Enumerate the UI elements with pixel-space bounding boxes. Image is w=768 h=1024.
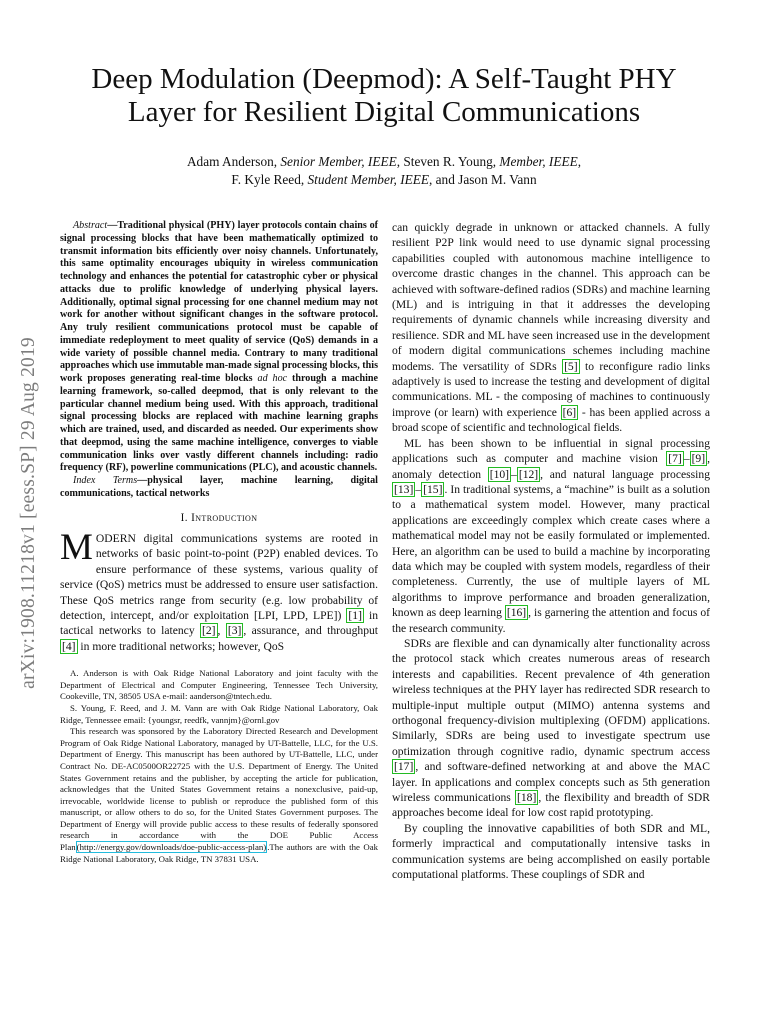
- citation-link[interactable]: [16]: [506, 606, 527, 620]
- arxiv-id: arXiv:1908.11218v1 [eess.SP] 29 Aug 2019: [18, 337, 39, 689]
- drop-cap: M: [60, 526, 93, 568]
- citation-link[interactable]: [9]: [691, 452, 706, 466]
- title-line-1: Deep Modulation (Deepmod): A Self-Taught PHY: [91, 63, 677, 95]
- author-name: , and Jason M. Vann: [429, 172, 537, 187]
- citation-link[interactable]: [17]: [394, 760, 414, 774]
- footnote: This research was sponsored by the Laboratory Directed Research and Development Program of Oak Ridge National Laboratory, managed by UT-Battelle, LLC, for the U.S. Department of Energy. This manuscript has been authored by UT-Battelle, LLC, under Contract No. DE-AC0500OR22725 with the U.S. Department of Energy. The United States Government retains and the publisher, by accepting the article for publication, acknowledges that the United States Government retains a nonexclusive, paid-up, irrevocable, worldwide license to publish or reproduce the published form of this manuscript, or allow others to do so, for the United States Government purposes. The Department of Energy will provide public access to these results of federally sponsored research in accordance with the DOE Public Access Plan(http://energy.gov/downloads/doe-public-access-plan).The authors are with the Oak Ridge National Laboratory, Oak Ridge, TN 37831 USA.: [60, 726, 378, 864]
- section-heading: I. Introduction: [180, 511, 258, 524]
- citation-link[interactable]: [13]: [394, 482, 414, 496]
- author-line-2: [60, 171, 708, 189]
- body-paragraph: can quickly degrade in unknown or attacked channels. A fully resilient P2P link would need to use dynamic signal processing capabilities coupled with autonomous machine intelligence to overcome drastic changes in the channel. This approach can be achieved with software-defined radios (SDRs) and machine learning (ML) and is intriguing in that it addresses the developing requirements of dynamic channels while increasing diversity and resilience. SDR and ML have seen increased use in the development of modern digital communications schemes including machine modems. The versatility of SDRs [5] to reconfigure radio links adaptively is used to increase the testing and development of digital communications. ML - the composing of machines to continuously improve (or learn) with experience [6] - has been applied across a broad scope of scientific and technological fields.: [392, 221, 710, 435]
- citation-link[interactable]: [10]: [489, 467, 510, 481]
- author-name: F. Kyle Reed,: [231, 172, 308, 187]
- intro-paragraph: MODERN digital communications systems are rooted in networks of basic point-to-point (P2P) enabled devices. To ensure performance of these systems, various quality of service (QoS) metrics must be addressed to ensure user satisfaction. These QoS metrics range from security (e.g. low probability of detection, intercept, and/or exploitation [LPI, LPD, LPE]) [1] in tactical networks to latency [2] , [3] , assurance, and throughput [4] in more traditional networks; however, QoS: [60, 526, 379, 653]
- index-terms-label: Index Terms: [73, 475, 138, 486]
- author-role: Member, IEEE: [499, 154, 578, 169]
- arxiv-stamp: [9, 263, 49, 763]
- citation-link[interactable]: [4]: [62, 639, 76, 653]
- body-paragraph: SDRs are flexible and can dynamically alter functionality across the protocol stack which creates numerous areas of research interests and capabilities. Recent prevalence of 4th generation wireless techniques at the PHY layer has redirected SDR research to multiple-input multiple output (MIMO) antenna systems and orthogonal frequency-division multiplexing (OFDM) applications. Similarly, SDRs are being used to investigate spectrum use optimization through cognitive radio, dynamic spectrum access [17] , and software-defined networking at and above the MAC layer. In applications and complex concepts such as 5th generation wireless communications [18] , the flexibility and breadth of SDR approaches become ideal for low cost rapid prototyping.: [392, 636, 710, 820]
- index-terms: Index Terms—physical layer, machine learning, digital communications, tactical networks: [60, 475, 378, 499]
- author-role: Student Member, IEEE: [307, 172, 429, 187]
- footnotes: [60, 668, 378, 865]
- paper-title: [60, 63, 708, 129]
- title-line-2: Layer for Resilient Digital Communications: [127, 96, 641, 128]
- author-name: , Steven R. Young,: [396, 154, 500, 169]
- left-column: [60, 220, 378, 865]
- author-name: Adam Anderson,: [186, 154, 281, 169]
- right-column: [392, 220, 710, 882]
- body-paragraph: ML has been shown to be influential in signal processing applications such as computer and machine vision [7] – [9] , anomaly detection [10] – [12] , and natural language processing [13] – [15] . In traditional systems, a “machine” is built as a solution to a mathematical system model. However, many practical applications are exceedingly complex which create cases where a mathematical model may not be easily formulated or implemented. Here, an algorithm can be used to build a machine by incorporating data which may be coupled with system models, regardless of their completeness. Currently, the use of multiple layers of ML algorithms to improve performance and broaden generalization, known as deep learning [16] , is garnering the attention and focus of the research community.: [392, 436, 710, 635]
- footnote: S. Young, F. Reed, and J. M. Vann are with Oak Ridge National Laboratory, Oak Ridge, Tennessee email: {youngsr, reedfk, vannjm}@ornl.gov: [60, 702, 378, 725]
- abstract: Abstract—Traditional physical (PHY) layer protocols contain chains of signal processing blocks that have been mathematically optimized to transmit information bits efficiently over noisy channels. Unfortunately, this same optimality encourages ubiquity in wireless communication technology and enhances the potential for catastrophic cyber or physical attacks due to prolific knowledge of underlying physical layers. Additionally, optimal signal processing for one channel medium may not work for another without significant changes in the software protocol. Any truly resilient communications protocol must be capable of immediate redeployment to meet quality of service (QoS) demands in a wide variety of possible channel media. Contrary to many traditional approaches which use immutable man-made signal processing blocks, this work proposes generating real-time blocks ad hoc through a machine learning framework, so-called deepmod, that is only relevant to the particular channel medium being used. With this approach, traditional signal processing blocks are replaced with machine learning graphs which are trained, used, and discarded as needed. Our experiments show that deepmod, using the same machine intelligence, converges to viable communication links over vastly different channels including: radio frequency (RF), powerline communications (PLC), and acoustic channels.: [60, 220, 378, 474]
- citation-link[interactable]: [2]: [202, 624, 216, 638]
- citation-link[interactable]: [5]: [564, 359, 578, 373]
- author-role: Senior Member, IEEE: [280, 154, 397, 169]
- author-line-1: Adam Anderson, Senior Member, IEEE, Steven R. Young, Member, IEEE,: [186, 154, 582, 169]
- author-list: [60, 153, 708, 189]
- abstract-label: Abstract: [73, 220, 108, 231]
- footnote: A. Anderson is with Oak Ridge National Laboratory and joint faculty with the Department of Electrical and Computer Engineering, Tennessee Tech University, Cookeville, TN, 38505 USA e-mail: aanderson@tntech.edu.: [60, 668, 378, 702]
- doe-url-link[interactable]: (http://energy.gov/downloads/doe-public-access-plan): [76, 842, 267, 853]
- body-paragraph: By coupling the innovative capabilities of both SDR and ML, formerly impractical and computationally intensive tasks in communication systems are being accomplished on easily portable computational platforms. These couplings of SDR and: [392, 821, 710, 882]
- citation-link[interactable]: [1]: [348, 608, 362, 622]
- citation-link[interactable]: [15]: [423, 482, 443, 496]
- citation-link[interactable]: [6]: [562, 405, 577, 419]
- citation-link[interactable]: [12]: [518, 467, 539, 481]
- citation-link[interactable]: [7]: [668, 452, 682, 466]
- citation-link[interactable]: [18]: [517, 791, 537, 805]
- citation-link[interactable]: [3]: [227, 624, 242, 638]
